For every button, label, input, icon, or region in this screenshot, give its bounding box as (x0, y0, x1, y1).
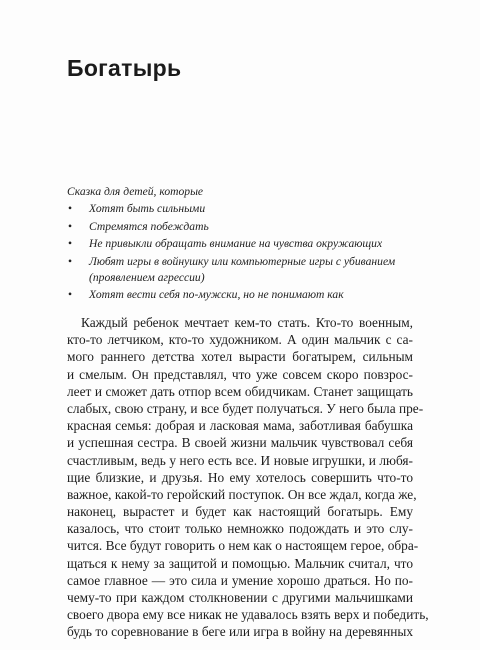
list-item-text: Не привыкли обращать внимание на чувства окружающих (89, 237, 383, 250)
list-item (67, 201, 412, 217)
list-item-text: Любят игры в войнушку или компьютерные игры с убиванием (проявлением агрессии) (89, 254, 396, 284)
text-line: своего двора ему все никак не удавалось взять верх и победить, (67, 607, 429, 623)
text-line: щие близкие, и друзья. Но ему хотелось совершить что-то (67, 469, 413, 485)
text-line: чему-то при каждом столкновении с другими мальчишками (67, 590, 413, 605)
bullet-icon: • (68, 237, 73, 250)
bullet-icon: • (68, 202, 73, 215)
list-item (67, 236, 412, 252)
text-line: счастливым, ведь у него есть все. И новые игрушки, и любя- (67, 452, 413, 468)
body-paragraph (67, 314, 429, 641)
text-line: щаться к нему за защитой и помощью. Мальчик считал, что (67, 555, 413, 571)
text-line: наконец, вырастет и будет как настоящий богатырь. Ему (67, 504, 413, 520)
text-line: казалось, что стоит только немножко подождать и это слу- (67, 521, 413, 537)
text-line: и успешная сестра. В своей жизни мальчик чувствовал себя (67, 435, 413, 451)
bullet-icon: • (68, 288, 73, 301)
text-line: Каждый ребенок мечтает кем-то стать. Кто-то военным, (81, 315, 413, 330)
text-line: мого раннего детства хотел вырасти богатырем, сильным (67, 349, 413, 365)
text-line: красная семья: добрая и ласковая мама, заботливая бабушка (67, 418, 413, 434)
list-item-text: Хотят вести себя по-мужски, но не понимают как (89, 288, 344, 301)
text-line: будь то соревнование в беге или игра в войну на деревянных (67, 624, 413, 640)
text-line: самое главное — это сила и умение хорошо драться. Но по- (67, 572, 413, 588)
epigraph (67, 184, 412, 305)
list-item (67, 219, 412, 235)
text-line: кто-то летчиком, кто-то художником. А один мальчик с са- (67, 332, 413, 348)
text-line: леет и сможет дать отпор всем обидчикам. Станет защищать (67, 383, 413, 399)
text-line: чится. Все будут говорить о нем как о настоящем герое, обра- (67, 538, 419, 554)
list-item (67, 287, 412, 303)
list-item-text: Стремятся побеждать (89, 219, 209, 233)
text-line: важное, какой-то геройский поступок. Он все ждал, когда же, (67, 486, 417, 502)
chapter-title: Богатырь (67, 55, 182, 81)
epigraph-intro: Сказка для детей, которые (67, 185, 204, 198)
bullet-icon: • (68, 219, 73, 233)
epigraph-list (67, 201, 412, 303)
text-line: слабых, свою страну, и все будет получаться. У него была пре- (67, 400, 424, 416)
bullet-icon: • (68, 254, 73, 268)
text-line: и смелым. Он представлял, что уже совсем скоро повзрос- (67, 366, 413, 382)
list-item-text: Хотят быть сильными (89, 202, 206, 215)
list-item (67, 254, 412, 286)
